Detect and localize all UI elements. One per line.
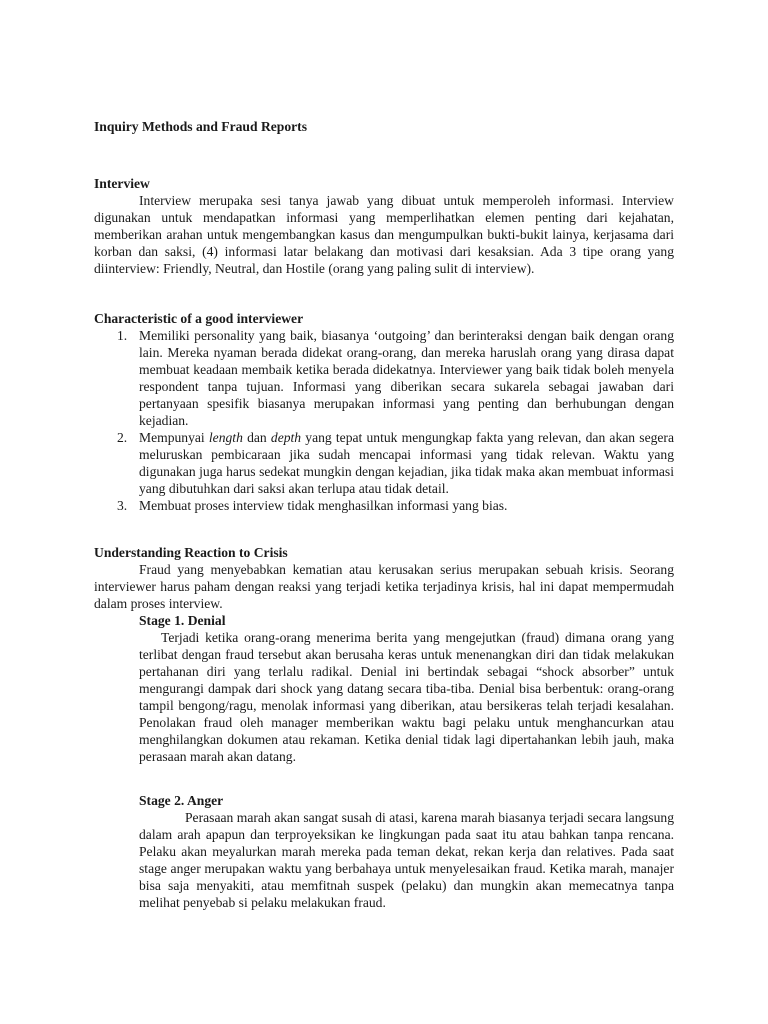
- characteristic-list: [94, 327, 674, 514]
- list-item-text: Membuat proses interview tidak menghasilkan informasi yang bias.: [139, 498, 508, 513]
- stage1-paragraph: Terjadi ketika orang-orang menerima berita yang mengejutkan (fraud) dimana orang yang terlibat dengan fraud tersebut akan berusaha keras untuk menenangkan diri dan tidak melakukan pertahanan diri yang terlalu radikal. Denial ini bertindak sebagai “shock absorber” untuk mengurangi dampak dari shock yang datang secara tiba-tiba. Denial bisa berbentuk: orang-orang tampil bengong/ragu, menolak informasi yang diberikan, atau bersikeras telah terjadi kesalahan. Penolakan fraud oleh manager memberikan waktu bagi pelaku untuk menghancurkan atau menghilangkan dokumen atau rekaman. Ketika denial tidak lagi dipertahankan lebih jauh, maka perasaan marah akan datang.: [139, 630, 674, 764]
- emphasis-depth: depth: [270, 430, 302, 445]
- list-item: [94, 497, 674, 514]
- stage2-paragraph: Perasaan marah akan sangat susah di atasi, karena marah biasanya terjadi secara langsung dalam arah apapun dan terproyeksikan ke lingkungan pada saat itu atau bahkan tanpa rencana. Pelaku akan meyalurkan marah mereka pada teman dekat, rekan kerja dan relatives. Pada saat stage anger merupakan waktu yang berbahaya untuk menyelesaikan fraud. Ketika marah, manajer bisa saja menyakiti, atau memfitnah suspek (pelaku) dan mungkin akan memecatnya tanpa melihat penyebab si pelaku melakukan fraud.: [139, 810, 674, 910]
- list-item: [94, 327, 674, 429]
- stage1-heading: Stage 1. Denial: [139, 613, 226, 628]
- list-item-text: Mempunyai length dan depth yang tepat untuk mengungkap fakta yang relevan, dan akan segera meluruskan pembicaraan jika sudah mencapai informasi yang tidak relevan. Waktu yang digunakan juga harus sedekat mungkin dengan kejadian, jika tidak maka akan membuat informasi yang dibutuhkan dari saksi akan terlupa atau tidak detail.: [139, 430, 674, 496]
- list-item-number: 2.: [117, 430, 128, 445]
- interview-section: [94, 175, 674, 277]
- stage1-section: [139, 612, 674, 765]
- crisis-heading: Understanding Reaction to Crisis: [94, 545, 288, 560]
- crisis-paragraph: Fraud yang menyebabkan kematian atau kerusakan serius merupakan sebuah krisis. Seorang interviewer harus paham dengan reaksi yang terjadi ketika terjadinya krisis, hal ini dapat mempermudah dalam proses interview.: [94, 562, 674, 611]
- interview-heading: Interview: [94, 176, 150, 191]
- characteristic-heading: Characteristic of a good interviewer: [94, 311, 304, 326]
- list-item-number: 3.: [117, 498, 128, 513]
- document-title: Inquiry Methods and Fraud Reports: [94, 119, 307, 134]
- crisis-section: [94, 544, 674, 612]
- list-item-number: 1.: [117, 328, 128, 343]
- emphasis-length: length: [208, 430, 243, 445]
- list-item-text: Memiliki personality yang baik, biasanya ‘outgoing’ dan berinteraksi dengan baik dengan orang lain. Mereka nyaman berada didekat orang-orang, dan mereka haruslah orang yang dirasa dapat membuat keadaan membaik ketika berada didekatnya. Interviewer yang baik tidak boleh menyela respondent tanpa tujuan. Informasi yang diberikan secara sukarela sebagai jawaban dari pertanyaan spesifik biasanya merupakan informasi yang penting dan berhubungan dengan kejadian.: [139, 328, 674, 428]
- stage2-heading: Stage 2. Anger: [139, 793, 224, 808]
- list-item: [94, 429, 674, 497]
- characteristic-section: [94, 310, 674, 514]
- stage2-section: [139, 792, 674, 911]
- interview-paragraph: Interview merupaka sesi tanya jawab yang dibuat untuk memperoleh informasi. Interview digunakan untuk mendapatkan informasi yang memperlihatkan elemen penting dari kejahatan, memberikan arahan untuk mengembangkan kasus dan mengumpulkan bukti-bukit lainya, kerjasama dari korban dan saksi, (4) informasi latar belakang dan motivasi dari kesaksian. Ada 3 tipe orang yang diinterview: Friendly, Neutral, dan Hostile (orang yang paling sulit di interview).: [94, 193, 674, 276]
